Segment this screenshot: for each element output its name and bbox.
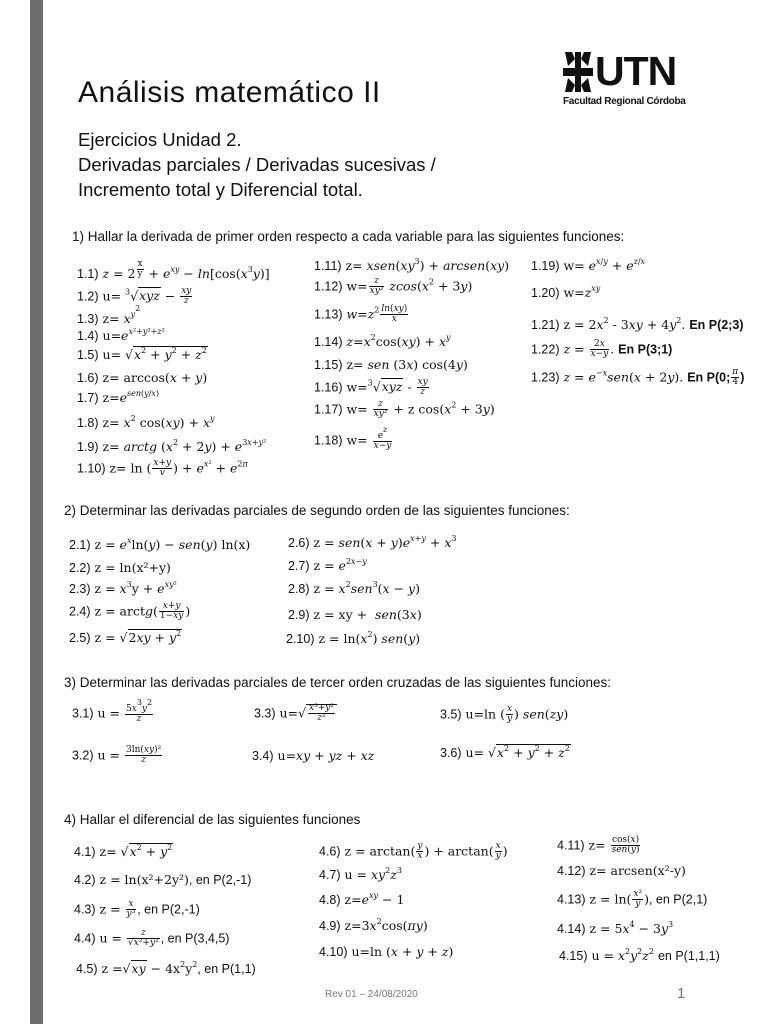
point-label: En P(2;3) [689, 318, 744, 332]
exercise-1-6: 1.6) z= arccos(x + y) [77, 370, 208, 385]
exercise-1-8: 1.8) $z= x^2$ $\cos(xy) + x^y$ [77, 414, 215, 430]
exercise-4-13: 4.13) z = ln( $\frac{\text{x²}}{y}$ ), en P(2,1) [557, 889, 708, 910]
exercise-2-9: 2.9) z = xy + sen(3x) [288, 607, 422, 622]
exercise-2-8: 2.8) $z = x^2sen^3(x - y)$ [288, 580, 420, 596]
exercise-label: 4.8) [319, 893, 341, 907]
exercise-label: 4.11) [557, 838, 585, 853]
exercise-4-1: 4.1) $z= √x^2 + y^2$ [74, 843, 173, 859]
section-3-heading: 3) Determinar las derivadas parciales de tercer orden cruzadas de las siguientes funciones: [64, 675, 612, 690]
exercise-label: 1.21) [531, 318, 560, 332]
exercise-label: 1.8) [77, 416, 99, 430]
exercise-label: 2.8) [288, 582, 310, 596]
exercise-label: 4.7) [319, 868, 341, 882]
exercise-1-22: 1.22) z = $\frac{2x}{x-y}$ . En P(3;1) [531, 339, 673, 360]
exercise-4-14: 4.14) $z = 5x^4 - 3y^3$ [557, 920, 674, 936]
exercise-3-6: 3.6) $u= √x^2 + y^2 + z^2$ [440, 744, 570, 760]
exercise-label: 3.6) [440, 746, 462, 760]
point-label: En P(0; [687, 370, 731, 385]
exercise-label: 1.18) [314, 433, 343, 448]
exercise-label: 2.2) [69, 561, 91, 575]
exercise-label: 3.1) [72, 706, 94, 721]
point-label: , en P(2,-1) [188, 873, 252, 887]
exercise-label: 4.1) [74, 845, 96, 859]
exercise-label: 1.13) [314, 307, 343, 322]
exercise-1-9: 1.9) z= arctg $(x^2 + 2y) + e^{3x+y^2}$ [77, 438, 267, 454]
exercise-4-5: 4.5) $z =√xy - 4x^2y^2$, en P(1,1) [76, 960, 256, 976]
exercise-3-3: 3.3) u=√ $\frac{\text{x³+y²}}{\text{z²}}$ [254, 704, 337, 724]
point-label: en P(1,1,1) [657, 949, 720, 963]
exercise-label: 4.3) [74, 902, 96, 917]
point-label: En P(3;1) [618, 342, 673, 357]
exercise-label: 4.2) [74, 873, 96, 887]
page-number: 1 [677, 985, 686, 1002]
exercise-4-4: 4.4) u = $\frac{z}{\text{√x²+y²}}$ , en P(3,4,5) [74, 928, 230, 949]
exercise-2-2: 2.2) z = ln(x²+y) [69, 560, 171, 575]
utn-logo [563, 48, 686, 110]
exercise-label: 1.22) [531, 342, 560, 357]
exercise-4-6: 4.6) z = arctan( $\frac{y}{x}$ ) + arctan( $\frac{x}{y}$ ) [319, 841, 508, 862]
exercise-label: 1.23) [531, 370, 560, 385]
exercise-label: 3.4) [252, 749, 274, 763]
exercise-2-10: 2.10) $z = \ln(x^2)$ sen(y) [286, 630, 421, 646]
exercise-4-15: 4.15) $u = x^2y^2z^2$ en P(1,1,1) [559, 947, 720, 963]
exercise-label: 3.2) [72, 748, 94, 763]
exercise-1-18: 1.18) w= $\frac{e^z}{x-y}$ [314, 425, 392, 452]
exercise-1-21: 1.21) $z = 2x^2 - 3xy + 4y^2$. En P(2;3) [531, 316, 744, 332]
exercise-label: 1.10) [77, 461, 106, 476]
point-label: , en P(3,4,5) [160, 931, 230, 946]
exercise-label: 1.14) [314, 335, 343, 349]
logo-caption: Facultad Regional Córdoba [563, 96, 686, 107]
exercise-label: 2.5) [69, 631, 91, 645]
exercise-label: 2.10) [286, 632, 315, 646]
exercise-label: 2.7) [288, 559, 310, 573]
exercise-4-10: 4.10) u=ln (x + y + z) [319, 944, 454, 959]
exercise-label: 1.12) [314, 279, 343, 294]
exercise-label: 1.4) [77, 329, 99, 343]
page-title: Análisis matemático II [78, 76, 381, 109]
exercise-label: 4.10) [319, 945, 348, 959]
exercise-label: 3.5) [440, 707, 462, 722]
subtitle-line: Ejercicios Unidad 2. [78, 129, 242, 150]
exercise-1-1: 1.1) z = 2 $^{\frac{x}{y}}$ + $e^{xy} - \ln[\cos(x^3y)]$ [77, 259, 270, 281]
exercise-1-2: 1.2) u= $^3$√xyz − $\frac{xy}{z}$ [77, 286, 192, 307]
exercise-label: 2.9) [288, 608, 310, 622]
exercise-label: 1.16) [314, 380, 343, 395]
exercise-4-2: 4.2) z = ln(x²+2y²), en P(2,-1) [74, 872, 252, 887]
exercise-3-1: 3.1) u = $\frac{5x^3y^2}{z}$ [72, 698, 153, 725]
exercise-2-6: 2.6) $z = sen(x + y)e^{x+y} + x^3$ [288, 534, 457, 550]
exercise-2-4: 2.4) z = arctg( $\frac{x+y}{1-xy}$ ) [69, 601, 191, 622]
exercise-1-23: 1.23) $z = e^{-x}sen(x + 2y)$. En P(0; $\frac{\pi}{4}$ ) [531, 367, 745, 388]
utn-emblem-icon [563, 52, 593, 92]
exercise-2-3: 2.3) $z = x^3y + e^{xy^2}$ [69, 580, 177, 596]
exercise-3-4: 3.4) u=xy + yz + xz [252, 748, 375, 763]
exercise-label: 1.11) [314, 259, 342, 273]
section-1-heading: 1) Hallar la derivada de primer orden respecto a cada variable para las siguientes funciones: [72, 229, 625, 244]
exercise-3-5: 3.5) u=ln ( $\frac{x}{y}$ ) sen(zy) [440, 704, 569, 725]
exercise-label: 1.15) [314, 358, 343, 372]
exercise-label: 4.13) [557, 892, 586, 907]
exercise-label: 4.15) [559, 949, 588, 963]
exercise-1-5: 1.5) $u= √x^2 + y^2 + z^2$ [77, 346, 207, 362]
section-2-heading: 2) Determinar las derivadas parciales de segundo orden de las siguientes funciones: [64, 503, 570, 518]
exercise-label: 2.3) [69, 582, 91, 596]
exercise-label: 4.6) [319, 844, 341, 859]
exercise-1-15: 1.15) z= sen (3x) cos(4y) [314, 357, 468, 372]
exercise-1-20: 1.20) $w=z^{xy}$ [531, 284, 601, 300]
exercise-label: 1.6) [77, 371, 99, 385]
exercise-label: 1.7) [77, 391, 99, 405]
exercise-1-17: 1.17) w= $\frac{z}{\text{xy²}}$ + z $\cos(x^2 + 3y)$ [314, 399, 495, 420]
exercise-1-10: 1.10) z= ln ( $\frac{x+y}{v}$ ) + $e^{x^2} + e^{2\pi}$ [77, 458, 248, 479]
exercise-label: 1.2) [77, 289, 99, 304]
exercise-2-5: 2.5) $z = √2xy + y^2$ [69, 629, 182, 645]
logo-text: UTN [595, 48, 677, 94]
exercise-label: 2.1) [69, 538, 91, 552]
exercise-4-7: 4.7) $u = xy^2z^3$ [319, 866, 402, 882]
exercise-4-9: 4.9) $z=3x^2\cos(\pi y)$ [319, 917, 428, 933]
exercise-3-2: 3.2) u = $\frac{\text{3ln(xy)²}}{z}$ [72, 745, 162, 766]
exercise-label: 4.5) [76, 962, 98, 976]
exercise-label: 1.20) [531, 286, 560, 300]
exercise-label: 2.6) [288, 536, 310, 550]
revision-footer: Rev 01 – 24/08/2020 [325, 989, 418, 1000]
exercise-4-12: 4.12) z= arcsen(x²-y) [557, 863, 686, 878]
point-label: , en P(2,1) [648, 892, 708, 907]
point-label: , en P(1,1) [197, 962, 256, 976]
exercise-2-1: 2.1) $z = e^x\ln(y) - sen(y)$ ln(x) [69, 536, 251, 552]
exercise-label: 4.9) [319, 919, 341, 933]
exercise-1-16: 1.16) w=$^3$√xyz - $\frac{xy}{z}$ [314, 377, 428, 398]
exercise-1-12: 1.12) w= $\frac{z}{\text{xy²}}$ $zcos(x^2 + 3y)$ [314, 276, 473, 297]
exercise-label: 1.1) [77, 266, 99, 281]
exercise-1-19: 1.19) $w= e^{x/y} + e^{z/x}$ [531, 257, 646, 273]
exercise-1-11: 1.11) $z= xsen(xy^3)$ + arcsen(xy) [314, 257, 510, 273]
exercise-label: 1.3) [77, 312, 99, 326]
exercise-1-14: 1.14) $z=x^2\cos(xy) + x^y$ [314, 333, 451, 349]
exercise-label: 4.12) [557, 864, 586, 878]
exercise-2-7: 2.7) $z = e^{2x-y}$ [288, 557, 367, 573]
exercise-label: 3.3) [254, 706, 276, 721]
exercise-label: 1.19) [531, 259, 560, 273]
exercise-label: 4.4) [74, 931, 96, 946]
exercise-label: 2.4) [69, 604, 91, 619]
subtitle-line: Derivadas parciales / Derivadas sucesivas / [78, 154, 436, 175]
exercise-label: 1.17) [314, 402, 343, 417]
section-4-heading: 4) Hallar el diferencial de las siguientes funciones [64, 812, 361, 827]
exercise-4-11: 4.11) z= cos(x) sen(y) [557, 835, 640, 856]
exercise-1-4: 1.4) $u=e^{x^2+y^2+z^2}$ [77, 327, 165, 343]
exercise-1-3: 1.3) $z= x^{y^2}$ [77, 304, 141, 326]
exercise-label: 1.9) [77, 440, 99, 454]
exercise-label: 1.5) [77, 348, 99, 362]
exercise-label: 4.14) [557, 922, 586, 936]
exercise-4-8: 4.8) $z=e^{xy} - 1$ [319, 891, 405, 907]
side-bar [30, 0, 43, 1024]
exercise-4-3: 4.3) z = $\frac{x}{\text{y³}}$ , en P(2,-1) [74, 899, 200, 920]
exercise-1-7: 1.7) $z=e^{sen(y/x)}$ [77, 389, 159, 405]
exercise-1-13: 1.13) $w=z^2$ $\frac{\ln(xy)}{x}$ [314, 304, 408, 325]
subtitle [78, 127, 436, 202]
point-label: , en P(2,-1) [137, 902, 200, 917]
subtitle-line: Incremento total y Diferencial total. [78, 179, 363, 200]
